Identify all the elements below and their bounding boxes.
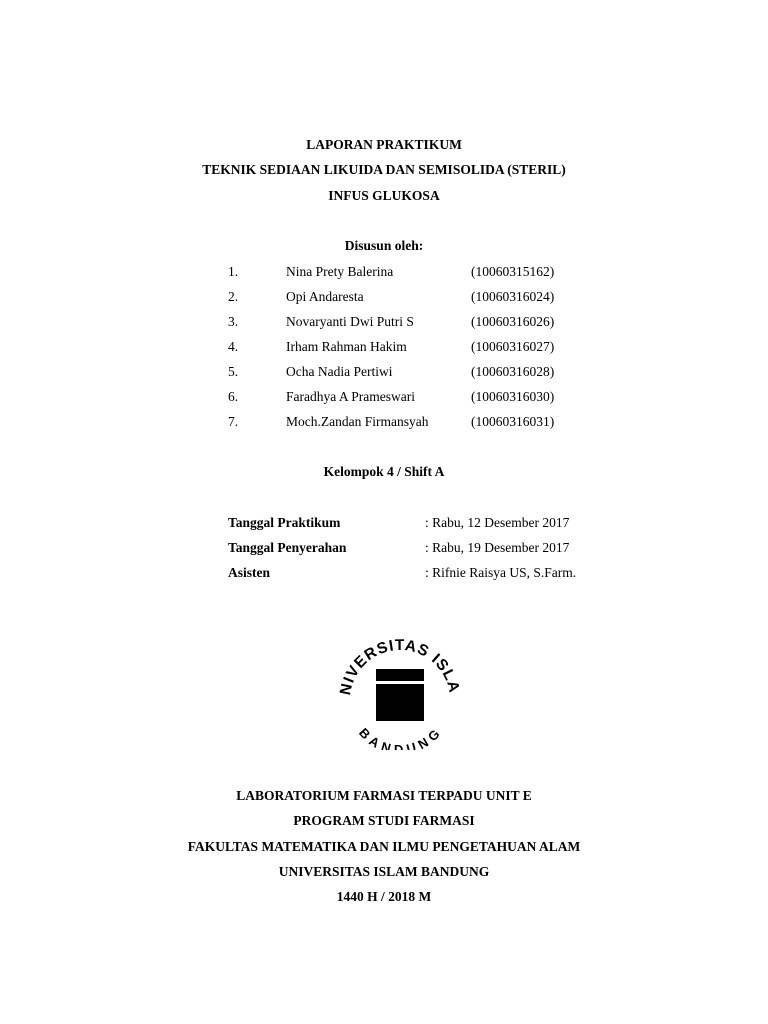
group-label: Kelompok 4 / Shift A [323,464,445,479]
member-nim: (10060316026) [471,314,555,329]
member-row [0,264,768,284]
member-row [0,364,768,384]
member-name: Nina Prety Balerina [286,264,394,279]
member-nim: (10060316031) [471,414,555,429]
member-nim: (10060316028) [471,364,555,379]
university-seal-icon [336,632,464,750]
member-nim: (10060316024) [471,289,555,304]
member-nim: (10060316027) [471,339,555,354]
member-row [0,289,768,309]
info-label: Asisten [228,565,271,580]
member-number: 4. [228,339,239,354]
authors-heading: Disusun oleh: [344,238,424,253]
year-label: 1440 H / 2018 M [336,889,432,904]
info-label: Tanggal Penyerahan [228,540,347,555]
svg-text:BANDUNG [356,725,444,750]
member-number: 6. [228,389,239,404]
member-name: Novaryanti Dwi Putri S [286,314,414,329]
info-label: Tanggal Praktikum [228,515,341,530]
member-row [0,339,768,359]
member-number: 3. [228,314,239,329]
member-name: Faradhya A Prameswari [286,389,415,404]
member-number: 1. [228,264,239,279]
member-nim: (10060316030) [471,389,555,404]
info-row [0,515,768,535]
seal-bottom-text: BANDUNG [356,725,444,750]
university-name: UNIVERSITAS ISLAM BANDUNG [278,864,490,879]
course-title: TEKNIK SEDIAAN LIKUIDA DAN SEMISOLIDA (STERIL) [202,162,566,177]
program-name: PROGRAM STUDI FARMASI [293,813,475,828]
lab-name: LABORATORIUM FARMASI TERPADU UNIT E [236,788,532,803]
member-name: Ocha Nadia Pertiwi [286,364,393,379]
member-name: Opi Andaresta [286,289,364,304]
info-value: : Rabu, 12 Desember 2017 [425,515,570,530]
member-nim: (10060315162) [471,264,555,279]
member-row [0,389,768,409]
info-row [0,565,768,585]
experiment-title: INFUS GLUKOSA [328,188,440,203]
report-title: LAPORAN PRAKTIKUM [306,137,462,152]
member-row [0,414,768,434]
faculty-name: FAKULTAS MATEMATIKA DAN ILMU PENGETAHUAN ALAM [187,839,581,854]
member-name: Irham Rahman Hakim [286,339,407,354]
member-number: 5. [228,364,239,379]
info-value: : Rifnie Raisya US, S.Farm. [425,565,577,580]
info-row [0,540,768,560]
member-name: Moch.Zandan Firmansyah [286,414,429,429]
member-number: 2. [228,289,239,304]
member-row [0,314,768,334]
seal-top-text: NIVERSITAS ISLA [337,636,463,697]
member-number: 7. [228,414,239,429]
info-value: : Rabu, 19 Desember 2017 [425,540,570,555]
